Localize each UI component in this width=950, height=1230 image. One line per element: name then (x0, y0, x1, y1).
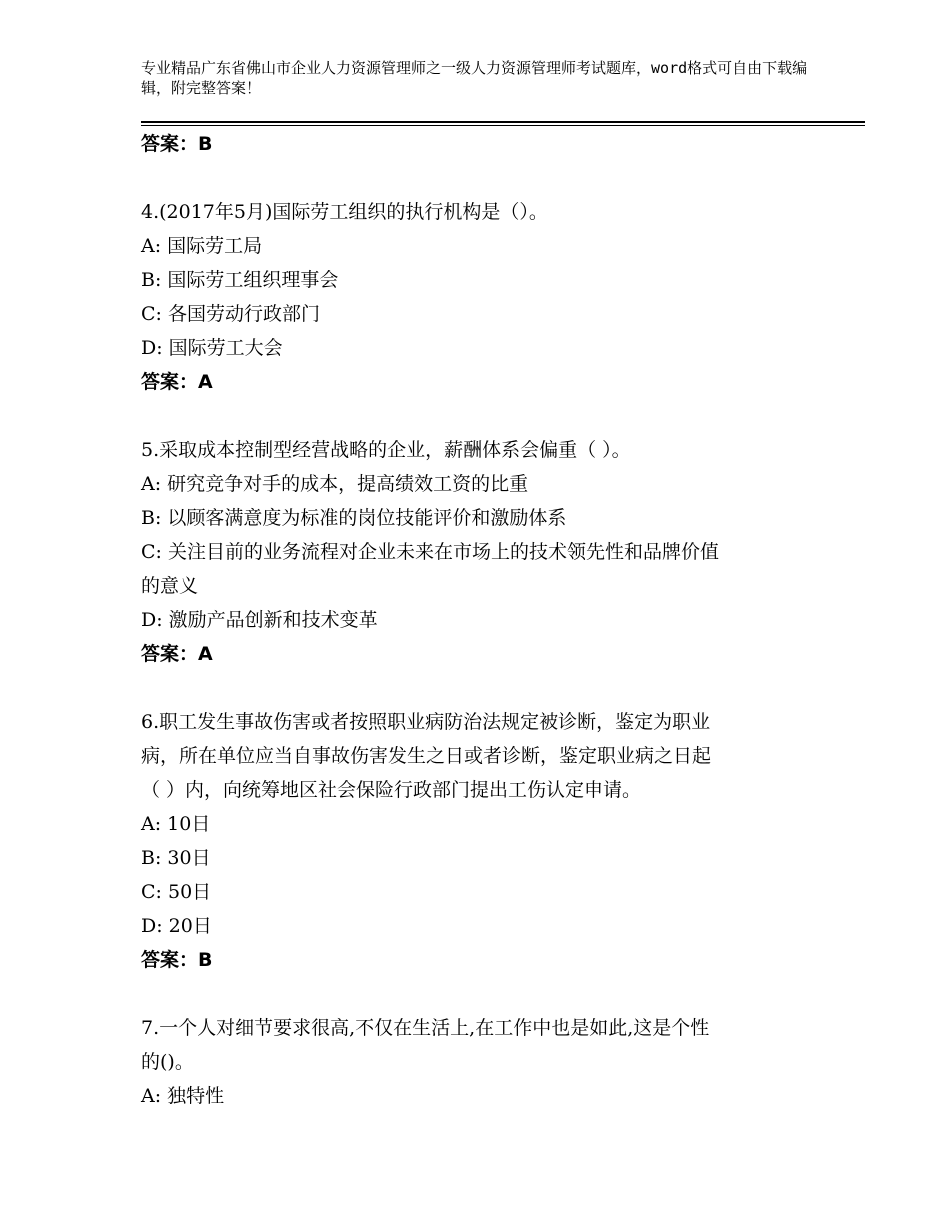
question-4 (141, 195, 821, 399)
question-7 (141, 1011, 821, 1113)
header-rule-thin (141, 125, 865, 126)
answer-line: 答案：B (141, 949, 213, 971)
option-b: B: 国际劳工组织理事会 (141, 269, 339, 291)
answer-line: 答案：A (141, 643, 213, 665)
option-d: D: 国际劳工大会 (141, 337, 283, 359)
option-b: B: 以顾客满意度为标准的岗位技能评价和激励体系 (141, 507, 567, 529)
option-c: C: 各国劳动行政部门 (141, 303, 320, 325)
option-a: A: 10日 (141, 813, 211, 835)
option-a: A: 独特性 (141, 1085, 225, 1107)
question-stem: 5.采取成本控制型经营战略的企业，薪酬体系会偏重（ ）。 (141, 439, 631, 461)
question-stem: 4.(2017年5月)国际劳工组织的执行机构是（）。 (141, 201, 548, 223)
option-d: D: 20日 (141, 915, 212, 937)
option-b: B: 30日 (141, 847, 211, 869)
option-a: A: 研究竞争对手的成本，提高绩效工资的比重 (141, 473, 529, 495)
question-stem-continued: （ ）内，向统筹地区社会保险行政部门提出工伤认定申请。 (141, 779, 642, 801)
question-stem-continued: 的()。 (141, 1051, 194, 1073)
question-5 (141, 433, 821, 671)
option-c: C: 关注目前的业务流程对企业未来在市场上的技术领先性和品牌价值 (141, 541, 719, 563)
question-stem-continued: 病，所在单位应当自事故伤害发生之日或者诊断，鉴定职业病之日起 (141, 745, 712, 767)
question-stem: 6.职工发生事故伤害或者按照职业病防治法规定被诊断，鉴定为职业 (141, 711, 711, 733)
option-c: C: 50日 (141, 881, 212, 903)
question-content (141, 127, 821, 1113)
document-header: 专业精品广东省佛山市企业人力资源管理师之一级人力资源管理师考试题库，word格式可自由下载编辑，附完整答案！ (141, 59, 808, 97)
option-d: D: 激励产品创新和技术变革 (141, 609, 378, 631)
header-rule-thick (141, 121, 865, 123)
option-a: A: 国际劳工局 (141, 235, 263, 257)
answer-line: 答案：B (141, 133, 213, 155)
question-stem: 7.一个人对细节要求很高,不仅在生活上,在工作中也是如此,这是个性 (141, 1017, 710, 1039)
option-c-continued: 的意义 (141, 575, 199, 597)
answer-line: 答案：A (141, 371, 213, 393)
question-6 (141, 705, 821, 977)
